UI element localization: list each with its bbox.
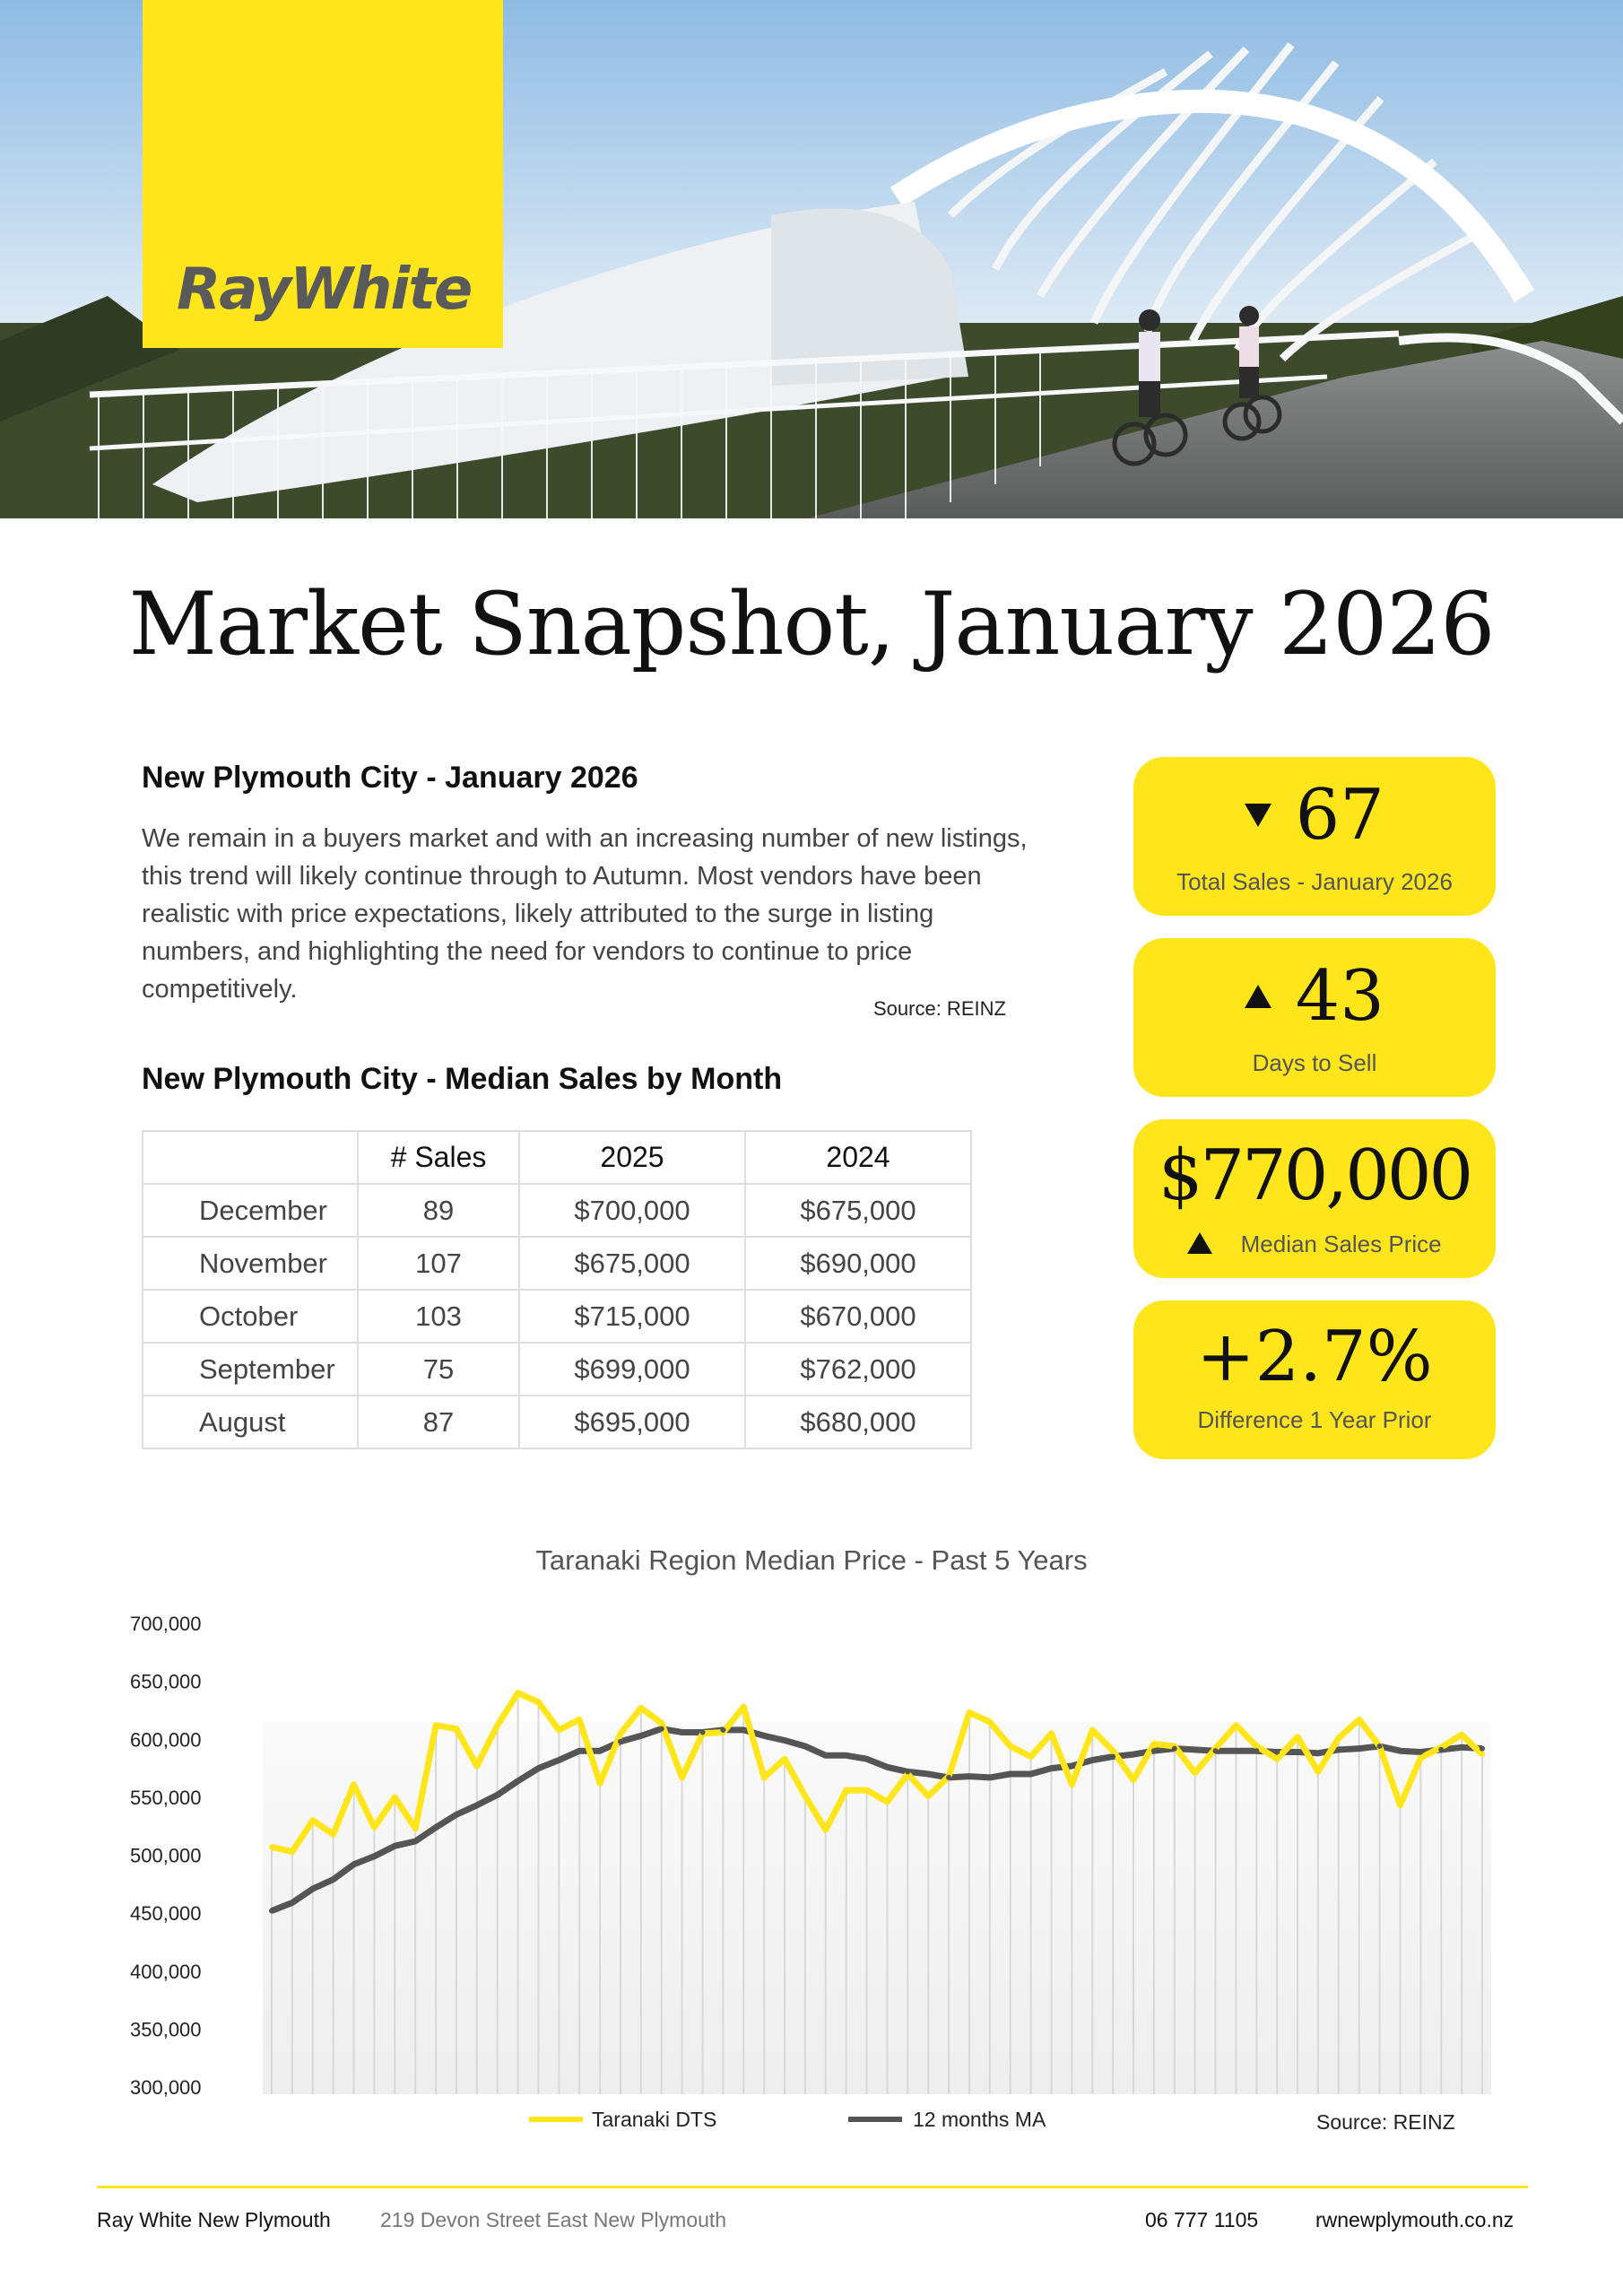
data-point-12-months-ma [782, 1738, 787, 1744]
data-point-12-months-ma [1377, 1744, 1383, 1749]
data-point-taranaki-dts [761, 1775, 767, 1780]
data-point-12-months-ma [474, 1803, 480, 1808]
data-point-taranaki-dts [290, 1849, 295, 1855]
price-2024-cell: $762,000 [745, 1343, 971, 1396]
data-point-12-months-ma [1110, 1754, 1115, 1760]
data-point-12-months-ma [803, 1744, 808, 1749]
header-cell [143, 1131, 358, 1184]
data-point-taranaki-dts [556, 1727, 561, 1733]
data-point-taranaki-dts [884, 1799, 890, 1805]
data-point-12-months-ma [1233, 1748, 1238, 1753]
data-point-taranaki-dts [659, 1720, 664, 1726]
data-point-12-months-ma [269, 1909, 274, 1914]
y-tick-label: 400,000 [130, 1960, 202, 1983]
data-point-12-months-ma [1480, 1746, 1485, 1752]
month-cell: November [143, 1237, 358, 1290]
data-point-taranaki-dts [597, 1780, 603, 1786]
data-point-12-months-ma [1459, 1744, 1464, 1750]
data-point-taranaki-dts [1336, 1735, 1341, 1741]
total-sales-card [1133, 757, 1496, 916]
year-difference-value: +2.7% [1196, 1317, 1433, 1397]
data-point-taranaki-dts [925, 1794, 931, 1799]
data-point-taranaki-dts [1233, 1723, 1238, 1728]
data-point-12-months-ma [720, 1727, 725, 1733]
data-point-12-months-ma [1193, 1747, 1198, 1752]
footer-office: Ray White New Plymouth [97, 2208, 331, 2231]
price-2024-cell: $680,000 [745, 1396, 971, 1448]
month-cell: December [143, 1184, 358, 1237]
data-point-taranaki-dts [823, 1827, 829, 1832]
data-point-12-months-ma [433, 1824, 438, 1830]
data-point-12-months-ma [577, 1748, 582, 1753]
plot-area [263, 1722, 1491, 2094]
data-point-taranaki-dts [577, 1717, 582, 1722]
data-point-taranaki-dts [1254, 1744, 1259, 1749]
table-header-row [143, 1131, 971, 1184]
data-point-taranaki-dts [1295, 1735, 1300, 1740]
data-point-12-months-ma [1172, 1746, 1177, 1752]
price-2024-cell: $670,000 [745, 1290, 971, 1343]
data-point-12-months-ma [925, 1771, 931, 1777]
data-point-12-months-ma [1397, 1748, 1402, 1753]
data-point-12-months-ma [905, 1769, 910, 1774]
data-point-12-months-ma [1008, 1771, 1013, 1777]
data-point-12-months-ma [412, 1839, 418, 1844]
price-2025-cell: $700,000 [519, 1184, 745, 1237]
data-point-12-months-ma [290, 1900, 295, 1905]
data-point-12-months-ma [1151, 1748, 1157, 1753]
data-point-taranaki-dts [371, 1824, 377, 1830]
data-point-12-months-ma [1048, 1766, 1054, 1771]
data-point-12-months-ma [741, 1727, 746, 1733]
data-point-12-months-ma [1315, 1751, 1321, 1756]
median-price-chart [0, 1596, 1623, 2170]
data-point-taranaki-dts [844, 1787, 849, 1793]
data-point-taranaki-dts [433, 1723, 438, 1728]
header-cell: 2024 [745, 1131, 971, 1184]
data-point-12-months-ma [638, 1733, 644, 1738]
month-cell: October [143, 1290, 358, 1343]
price-2024-cell: $675,000 [745, 1184, 971, 1237]
data-point-taranaki-dts [864, 1787, 870, 1793]
median-price-value: $770,000 [1158, 1135, 1471, 1216]
price-2025-cell: $695,000 [519, 1396, 745, 1448]
data-point-taranaki-dts [412, 1826, 418, 1831]
y-tick-label: 550,000 [130, 1786, 202, 1809]
data-point-taranaki-dts [1131, 1777, 1136, 1782]
days-to-sell-card [1133, 938, 1496, 1097]
data-point-taranaki-dts [352, 1782, 357, 1787]
sales-cell: 87 [358, 1396, 519, 1448]
footer-divider [97, 2186, 1528, 2188]
data-point-12-months-ma [454, 1812, 459, 1817]
logo-wordmark: RayWhite [177, 257, 472, 323]
data-point-12-months-ma [1089, 1758, 1095, 1763]
footer-website-link[interactable]: rwnewplymouth.co.nz [1315, 2208, 1515, 2231]
data-point-taranaki-dts [638, 1705, 644, 1710]
data-point-taranaki-dts [1274, 1756, 1280, 1761]
data-point-12-months-ma [761, 1733, 767, 1738]
triangle-up-icon [1187, 1232, 1212, 1254]
data-point-taranaki-dts [1028, 1754, 1034, 1760]
data-point-12-months-ma [1254, 1748, 1259, 1753]
data-point-12-months-ma [1028, 1771, 1034, 1777]
y-tick-label: 600,000 [130, 1728, 202, 1752]
median-price-card [1133, 1119, 1496, 1278]
data-point-taranaki-dts [516, 1691, 521, 1696]
header-cell: 2025 [519, 1131, 745, 1184]
total-sales-value: 67 [1295, 775, 1384, 856]
data-point-12-months-ma [946, 1775, 951, 1780]
sales-cell: 107 [358, 1237, 519, 1290]
legend-label: Taranaki DTS [592, 2108, 717, 2131]
data-point-12-months-ma [392, 1843, 397, 1848]
data-point-taranaki-dts [967, 1710, 972, 1716]
median-price-label: Median Sales Price [1240, 1231, 1442, 1257]
data-point-12-months-ma [884, 1764, 890, 1770]
data-point-12-months-ma [823, 1752, 829, 1758]
data-point-12-months-ma [1357, 1746, 1362, 1752]
year-difference-label: Difference 1 Year Prior [1197, 1406, 1432, 1433]
data-point-taranaki-dts [1397, 1803, 1402, 1808]
price-2025-cell: $715,000 [519, 1290, 745, 1343]
data-point-12-months-ma [1131, 1752, 1136, 1757]
intro-source: Source: REINZ [873, 997, 1006, 1020]
table-heading: New Plymouth City - Median Sales by Month [142, 1062, 783, 1096]
price-2025-cell: $699,000 [519, 1343, 745, 1396]
chart-source: Source: REINZ [1316, 2110, 1455, 2134]
sales-cell: 75 [358, 1343, 519, 1396]
month-cell: August [143, 1396, 358, 1448]
median-sales-table [142, 1130, 972, 1449]
table-row [143, 1343, 971, 1396]
data-point-12-months-ma [535, 1766, 541, 1771]
data-point-12-months-ma [516, 1779, 521, 1784]
data-point-taranaki-dts [1418, 1755, 1423, 1761]
ray-white-logo[interactable] [143, 0, 503, 348]
data-point-taranaki-dts [1357, 1717, 1362, 1722]
table-row [143, 1237, 971, 1290]
data-point-taranaki-dts [1008, 1744, 1013, 1749]
data-point-12-months-ma [618, 1739, 623, 1744]
chart-title: Taranaki Region Median Price - Past 5 Years [535, 1544, 1088, 1576]
data-point-12-months-ma [1295, 1749, 1300, 1754]
data-point-taranaki-dts [454, 1726, 459, 1732]
data-point-taranaki-dts [331, 1831, 336, 1837]
table-row [143, 1396, 971, 1448]
data-point-12-months-ma [310, 1886, 316, 1892]
triangle-up-icon [1245, 985, 1271, 1008]
data-point-taranaki-dts [741, 1704, 746, 1709]
table-row [143, 1290, 971, 1343]
data-point-taranaki-dts [1193, 1770, 1198, 1776]
data-point-taranaki-dts [535, 1700, 541, 1705]
y-tick-label: 650,000 [130, 1670, 202, 1693]
price-2025-cell: $675,000 [519, 1237, 745, 1290]
total-sales-label: Total Sales - January 2026 [1176, 868, 1453, 895]
triangle-down-icon [1245, 804, 1271, 827]
data-point-12-months-ma [1069, 1763, 1074, 1769]
data-point-taranaki-dts [680, 1775, 685, 1780]
days-to-sell-label: Days to Sell [1252, 1049, 1377, 1076]
header-cell: # Sales [358, 1131, 519, 1184]
data-point-12-months-ma [967, 1774, 972, 1779]
footer-phone[interactable]: 06 777 1105 [1145, 2208, 1259, 2231]
data-point-12-months-ma [844, 1752, 849, 1758]
data-point-12-months-ma [352, 1862, 357, 1867]
data-point-taranaki-dts [782, 1756, 787, 1761]
data-point-taranaki-dts [1089, 1727, 1095, 1733]
data-point-12-months-ma [987, 1775, 993, 1780]
data-point-12-months-ma [495, 1792, 500, 1797]
days-to-sell-value: 43 [1295, 956, 1384, 1037]
data-point-12-months-ma [659, 1726, 664, 1732]
data-point-taranaki-dts [1459, 1732, 1464, 1737]
data-point-taranaki-dts [474, 1763, 480, 1769]
data-point-12-months-ma [700, 1729, 706, 1735]
data-point-taranaki-dts [310, 1818, 316, 1823]
month-cell: September [143, 1343, 358, 1396]
data-point-12-months-ma [331, 1877, 336, 1883]
data-point-12-months-ma [1336, 1747, 1341, 1752]
data-point-12-months-ma [864, 1756, 870, 1761]
footer-address: 219 Devon Street East New Plymouth [380, 2208, 727, 2231]
data-point-taranaki-dts [987, 1719, 993, 1725]
legend-label: 12 months MA [913, 2108, 1046, 2131]
data-point-taranaki-dts [269, 1844, 274, 1849]
page-title: Market Snapshot, January 2026 [128, 574, 1495, 674]
y-tick-label: 450,000 [130, 1902, 202, 1926]
data-point-taranaki-dts [1069, 1782, 1074, 1787]
intro-text: We remain in a buyers market and with an increasing number of new listings, this trend will likely continue through to Autumn. Most vendors have been realistic with price expectations, likely attributed to the surge in listing numbers, and highlighting the need for vendors to continue to price competitively. [142, 824, 1028, 1004]
data-point-taranaki-dts [1110, 1748, 1115, 1753]
y-tick-label: 700,000 [130, 1613, 202, 1635]
data-point-taranaki-dts [392, 1795, 397, 1800]
data-point-12-months-ma [1418, 1749, 1423, 1754]
hero-photo [0, 0, 1623, 518]
data-point-taranaki-dts [1151, 1741, 1157, 1746]
data-point-12-months-ma [371, 1854, 377, 1859]
data-point-12-months-ma [597, 1748, 603, 1753]
y-tick-label: 300,000 [130, 2076, 202, 2099]
data-point-12-months-ma [556, 1758, 561, 1763]
table-row [143, 1184, 971, 1237]
data-point-taranaki-dts [803, 1794, 808, 1799]
sales-cell: 89 [358, 1184, 519, 1237]
y-tick-label: 350,000 [130, 2018, 202, 2041]
year-difference-card [1133, 1300, 1496, 1459]
intro-heading: New Plymouth City - January 2026 [142, 761, 638, 795]
price-2024-cell: $690,000 [745, 1237, 971, 1290]
sales-cell: 103 [358, 1290, 519, 1343]
data-point-taranaki-dts [1315, 1769, 1321, 1774]
data-point-12-months-ma [1213, 1748, 1219, 1753]
data-point-12-months-ma [1274, 1749, 1280, 1754]
data-point-taranaki-dts [1048, 1731, 1054, 1736]
data-point-12-months-ma [1438, 1747, 1444, 1752]
data-point-taranaki-dts [1480, 1752, 1485, 1757]
data-point-taranaki-dts [618, 1731, 623, 1736]
data-point-12-months-ma [680, 1729, 685, 1735]
y-tick-label: 500,000 [130, 1844, 202, 1867]
data-point-taranaki-dts [495, 1723, 500, 1728]
